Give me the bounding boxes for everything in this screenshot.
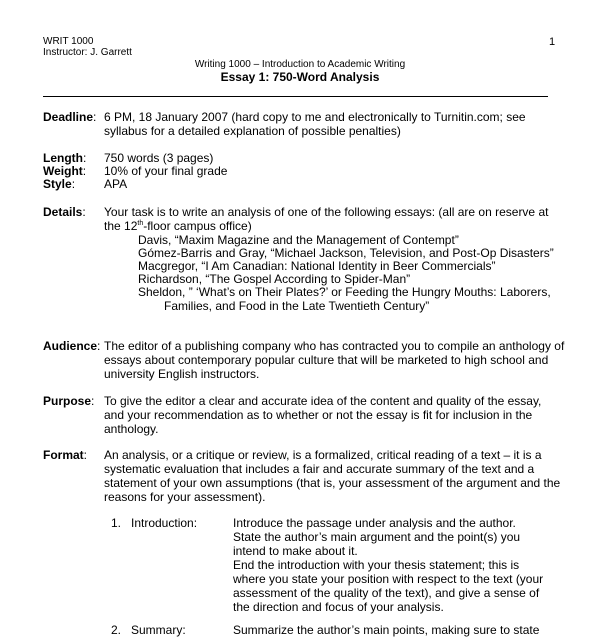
purpose-line: To give the editor a clear and accurate idea of the content and quality of the essay, (104, 394, 542, 408)
step-line: assessment of the quality of the text), and give a sense of (233, 586, 540, 600)
essay-item: Davis, “Maxim Magazine and the Management of Contempt” (138, 233, 459, 247)
step-line: State the author’s main argument and the point(s) you (233, 530, 521, 544)
step-number: 1. (111, 516, 122, 530)
step-line: Introduce the passage under analysis and the author. (233, 516, 516, 530)
format-line: systematic evaluation that includes a fair and accurate summary of the text and a (104, 462, 535, 476)
purpose-colon: : (91, 394, 95, 408)
essay-item: Richardson, “The Gospel According to Spider-Man” (138, 272, 411, 286)
course-title: Writing 1000 – Introduction to Academic Writing (194, 59, 406, 70)
purpose-label-row (43, 394, 94, 409)
format-line: statement of your own assumptions (that is, your assessment of the argument and the (104, 476, 561, 490)
style-colon: : (71, 177, 76, 191)
essay-item: Macgregor, “I Am Canadian: National Identity in Beer Commercials” (138, 259, 496, 273)
step-line: where you state your position with respect to the text (your (233, 572, 544, 586)
step-line: End the introduction with your thesis statement; this is (233, 558, 520, 572)
deadline-label: Deadline (43, 110, 94, 124)
audience-line: essays about contemporary popular culture that will be marketed to high school and (104, 353, 549, 367)
audience-colon: : (97, 339, 101, 353)
assignment-title: Essay 1: 750-Word Analysis (220, 70, 380, 84)
weight-label: Weight (43, 164, 83, 178)
audience-label-row (43, 339, 100, 354)
format-line: An analysis, or a critique or review, is a formalized, critical reading of a text – it is a (104, 448, 542, 462)
deadline-line-1: 6 PM, 18 January 2007 (hard copy to me and electronically to Turnitin.com; see (104, 110, 526, 124)
essay-item: Gómez-Barris and Gray, “Michael Jackson, Television, and Post-Op Disasters” (138, 246, 554, 260)
essay-item: Sheldon, ” ‘What’s on Their Plates?’ or Feeding the Hungry Mouths: Laborers, (138, 285, 551, 299)
details-label: Details (43, 205, 83, 219)
details-line-1: Your task is to write an analysis of one of the following essays: (all are on reserve at (104, 205, 549, 219)
audience-line: The editor of a publishing company who has contracted you to compile an anthology of (104, 339, 565, 353)
weight-colon: : (82, 164, 87, 178)
format-label: Format (43, 448, 84, 462)
step-line: intend to make about it. (233, 544, 358, 558)
length-colon: : (83, 151, 87, 165)
details-line-2: the 12th-floor campus office) (104, 219, 252, 233)
step-name: Introduction: (131, 516, 198, 530)
style-label: Style (43, 177, 72, 191)
instructor-name: Instructor: J. Garrett (43, 47, 132, 58)
length-value: 750 words (3 pages) (104, 151, 214, 165)
deadline-label-row (43, 110, 96, 125)
page-number: 1 (549, 36, 556, 48)
step-name: Summary: (131, 623, 186, 637)
deadline-colon: : (93, 110, 97, 124)
deadline-line-2: syllabus for a detailed explanation of possible penalties) (104, 124, 401, 138)
step-number: 2. (111, 623, 122, 637)
format-line: reasons for your assessment). (104, 490, 266, 504)
purpose-line: and your recommendation as to whether or not the essay is fit for inclusion in the (104, 408, 533, 422)
format-label-row (43, 448, 87, 463)
essay-item-continuation: Families, and Food in the Late Twentieth Century” (164, 299, 430, 313)
step-line: Summarize the author’s main points, making sure to state (233, 623, 540, 637)
details-colon: : (82, 205, 86, 219)
purpose-line: anthology. (104, 422, 159, 436)
step-line: the direction and focus of your analysis. (233, 600, 444, 614)
header-rule (43, 96, 548, 97)
course-code: WRIT 1000 (43, 36, 94, 47)
style-value: APA (104, 177, 128, 191)
audience-line: university English instructors. (104, 367, 260, 381)
audience-label: Audience (43, 339, 98, 353)
weight-value: 10% of your final grade (104, 164, 228, 178)
purpose-label: Purpose (43, 394, 92, 408)
details-label-row (43, 205, 86, 220)
style-label-row (43, 177, 75, 192)
length-label: Length (43, 151, 83, 165)
format-colon: : (83, 448, 88, 462)
